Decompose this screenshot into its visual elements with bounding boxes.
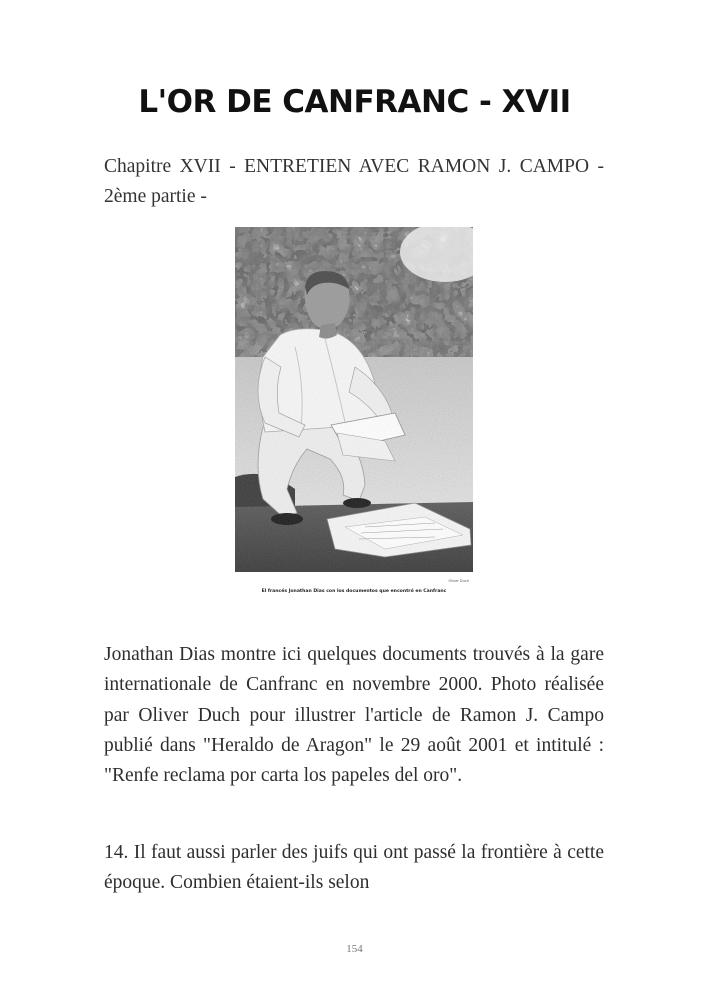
paragraph-question-14: 14. Il faut aussi parler des juifs qui ont passé la frontière à cette époque. Combien étaient-ils selon	[104, 842, 604, 894]
paragraph-photo-description: Jonathan Dias montre ici quelques documents trouvés à la gare internationale de Canfranc en novembre 2000. Photo réalisée par Oliver Duch pour illustrer l'article de Ramon J. Campo publié dans "Heraldo de Aragon" le 29 août 2001 et intitulé : "Renfe reclama por carta los papeles del oro".	[104, 644, 604, 787]
photo-credit: Oliver Duch	[448, 579, 469, 583]
chapter-heading: Chapitre XVII - ENTRETIEN AVEC RAMON J. CAMPO - 2ème partie -	[104, 156, 604, 207]
newspaper-photo	[235, 227, 473, 595]
page-title: L'OR DE CANFRANC - XVII	[138, 84, 571, 120]
page-number: 154	[346, 943, 363, 955]
photo-caption: El francés Jonathan Dias con los documentos que encontró en Canfranc	[261, 589, 447, 594]
